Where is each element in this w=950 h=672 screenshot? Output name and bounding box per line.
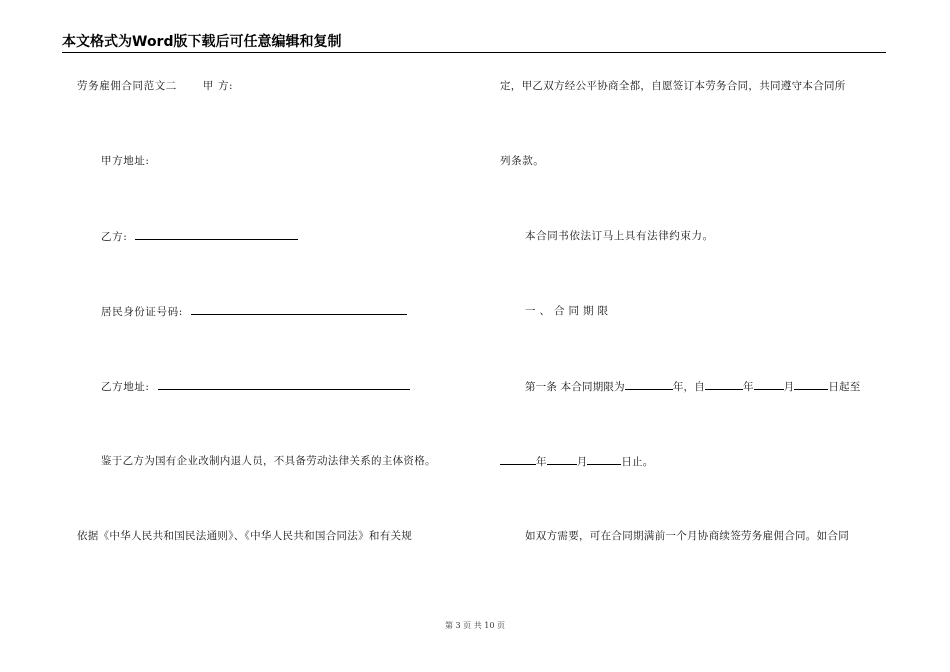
party-a-address-label: 甲方地址: [101, 155, 150, 167]
party-b-address-line [101, 379, 410, 394]
start-month-blank[interactable] [754, 379, 784, 390]
renewal-text: 如双方需要，可在合同期满前一个月协商续签劳务雇佣合同。如合同 [525, 530, 849, 542]
article-1-day-label: 日起至 [828, 381, 861, 393]
whereas-text: 鉴于乙方为国有企业改制内退人员，不具备劳动法律关系的主体资格。 [101, 455, 436, 467]
id-number-label: 居民身份证号码: [101, 306, 183, 318]
id-number-blank[interactable] [191, 304, 407, 315]
article-1-prefix: 第一条 本合同期限为 [525, 381, 625, 393]
end-year-blank[interactable] [500, 454, 536, 465]
article-1-end-day-label: 日止。 [621, 456, 654, 468]
basis-text: 依据《中华人民共和国民法通则》、《中华人民共和国合同法》和有关规 [77, 530, 413, 542]
article-1-year-label: 年，自 [672, 381, 705, 393]
contract-title: 劳务雇佣合同范文二 [77, 80, 177, 92]
agreement-text: 定，甲乙双方经公平协商全都，自愿签订本劳务合同，共同遵守本合同所 [500, 80, 846, 92]
header-title: 本文格式为Word版下载后可任意编辑和复制 [62, 34, 342, 50]
end-day-blank[interactable] [587, 454, 621, 465]
left-line-1 [77, 79, 233, 93]
party-b-label: 乙方: [101, 231, 128, 243]
page-header [62, 34, 886, 53]
start-day-blank[interactable] [794, 379, 828, 390]
party-b-address-label: 乙方地址: [101, 381, 150, 393]
whereas-line [101, 454, 436, 468]
article-1-year2-label: 年 [742, 381, 754, 393]
effect-text: 本合同书依法订马上具有法律约束力。 [525, 230, 714, 242]
basis-line [77, 529, 412, 543]
end-month-blank[interactable] [547, 454, 577, 465]
section-1-heading [525, 304, 612, 318]
article-1-end-year-label: 年 [536, 456, 547, 468]
article-1-end-line [500, 454, 654, 469]
effect-line [525, 229, 714, 243]
term-years-blank[interactable] [625, 379, 673, 390]
right-line-1 [500, 79, 846, 93]
article-1-end-month-label: 月 [576, 456, 588, 468]
party-a-label: 甲 方: [202, 80, 234, 92]
page-number: 第 3 页 共 10 页 [445, 621, 505, 630]
clauses-text: 列条款。 [500, 155, 545, 167]
party-b-line [101, 229, 298, 244]
party-a-address-line [101, 154, 150, 168]
article-1-month-label: 月 [783, 381, 795, 393]
id-number-line [101, 304, 407, 319]
section-1-title: 一、合同期限 [525, 305, 612, 317]
page-footer [0, 621, 950, 631]
party-b-address-blank[interactable] [158, 379, 410, 390]
right-line-2 [500, 154, 544, 168]
article-1-line [525, 379, 860, 394]
renewal-line [525, 529, 849, 543]
party-b-blank[interactable] [135, 229, 298, 240]
start-year-blank[interactable] [705, 379, 743, 390]
